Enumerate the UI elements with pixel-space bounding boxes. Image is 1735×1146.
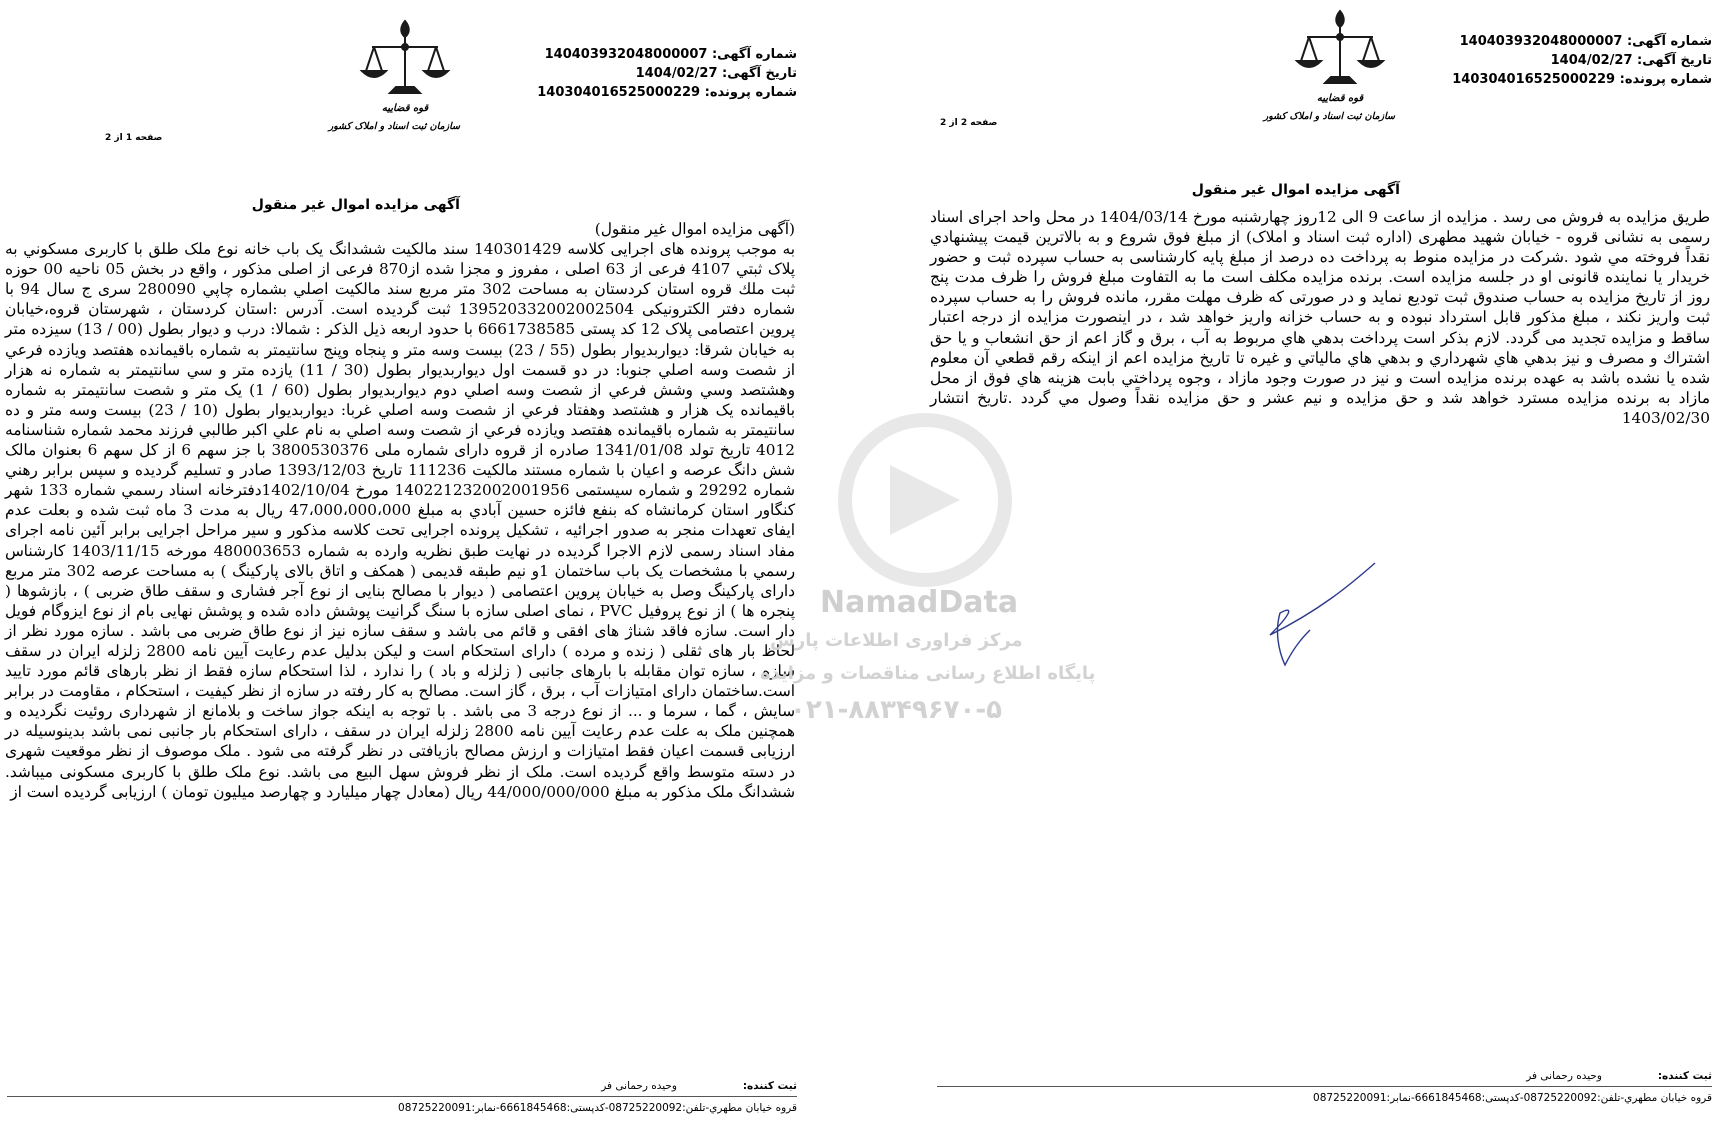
notice-page-1 [0,0,805,1146]
contact-address: قروه خیابان مطهري-تلفن:08725220092-کدپستی:6661845468-نمابر:08725220091 [1313,1092,1712,1104]
body-subtitle: (آگهی مزایده اموال غیر منقول) [594,220,795,238]
notice-date: تاریخ آگهی: 1404/02/27 [635,66,797,81]
contact-address: قروه خیابان مطهري-تلفن:08725220092-کدپستی:6661845468-نمابر:08725220091 [398,1102,797,1114]
notice-meta [537,45,797,102]
body-paragraph: طریق مزایده به فروش می رسد . مزایده از ساعت 9 الی 12روز چهارشنبه مورخ 1404/03/14 در محل واحد اجرای اسناد رسمی به نشانی قروه - خیابان شهید مطهری (اداره ثبت اسناد و املاک) از مبلغ فوق شروع و به بالاترین قیمت پیشنهادي نقداً فروخته مي شود .شرکت در مزایده منوط به پرداخت ده درصد از مبلغ پایه کارشناسی به حساب سپرده ثبت و حضور خریدار یا نماینده قانونی او در جلسه مزایده است. برنده مزایده مکلف است ما به التفاوت مبلغ فروش را ظرف مدت پنج روز از تاریخ مزایده به حساب صندوق ثبت تودیع نماید و در صورتی که ظرف مهلت مقرر، مانده فروش را به حساب سپرده ثبت واریز نکند ، مبلغ مذکور قابل استرداد نبوده و به حساب خزانه واریز خواهد شد ، در اینصورت مزایده از درجه اعتبار ساقط و مزایده تجدید می گردد. لازم بذکر است پرداخت بدهي هاي مربوط به آب ، برق و گاز اعم از حق انشعاب و یا حق اشتراك و مصرف و نیز بدهي هاي شهرداري و بدهي هاي مالیاتي و غیره تا تاریخ مزایده اعم از اینکه رقم قطعي آن معلوم شده یا نشده باشد به عهده برنده مزایده است و نیز در صورت وجود مازاد ، وجوه پرداختي بابت هزینه هاي فوق از محل مازاد به برنده مزایده مسترد خواهد شد و حق مزایده و نیم عشر و حق مزایده نقداً وصول مي گردد .تاریخ انتشار 1403/02/30 [930,208,1710,427]
notice-number: شماره آگهی: 140403932048000007 [544,47,797,62]
footer-divider [7,1096,797,1097]
footer-divider [937,1086,1712,1087]
registrar-label: ثبت کننده: [742,1080,797,1092]
org-name-registration: سازمان ثبت اسناد و املاک کشور [328,121,460,132]
page-number: صفحه 1 از 2 [105,133,163,143]
notice-body [5,219,795,802]
watermark-brand: NamadData [820,585,1019,620]
scales-of-justice-icon [1285,5,1395,93]
watermark-line1: مرکز فراوری اطلاعات پارس [770,630,1023,651]
org-name-judiciary: قوه قضاییه [381,103,429,114]
org-name-registration: سازمان ثبت اسناد و املاک کشور [1263,111,1395,122]
body-paragraph: به موجب پرونده های اجرایی کلاسه 140301429 سند مالکیت ششدانگ یک باب خانه نوع ملک طلق با کاربری مسکوني به پلاک ثبتي 4107 فرعی از 63 اصلی ، مفروز و مجزا شده از870 فرعی از اصلی مذکور ، واقع در بخش 05 ناحیه 00 حوزه ثبت ملك قروه استان کردستان به مساحت 302 متر مربع سند مالکیت اصلي بشماره چاپي 280090 سری ج سال 94 با شماره دفتر الکترونیکی 139520332002002504 ثبت گردیده است. آدرس :استان کردستان ، شهرستان قروه،خیابان پروین اعتصامی پلاک 12 کد پستی 6661738585 با حدود اربعه ذیل الذکر : شمالا: درب و دیوار بطول (00 / 13) سیزده متر به خیابان شرقا: دیواربدیوار بطول (55 / 23) بیست وسه متر و پنجاه وپنج سانتیمتر به شماره باقیمانده هفتصد ویازده فرعي از شصت وسه اصلي جنوبا: در دو قسمت اول دیواربدیوار بطول (30 / 11) یازده متر و سي سانتیمتر به شماره نه هزار وهشتصد وسي وشش فرعي از شصت وسه اصلي دوم دیواربدیوار بطول (60 / 1) یک متر و شصت سانتیمتر به شماره باقیمانده یک هزار و هشتصد وهفتاد فرعي از شصت وسه اصلي غربا: دیواربدیوار بطول (10 / 23) بیست وسه متر و ده سانتیمتر به شماره باقیمانده هفتصد ویازده فرعي از شصت وسه اصلي به نام علي اکبر طالبي فرزند محمد شماره شناسنامه 4012 تاریخ تولد 1341/01/08 صادره از قروه دارای شماره ملی 3800530376 با جز سهم 6 از کل سهم 6 بعنوان مالک شش دانگ عرصه و اعیان با شماره مستند مالکیت 111236 تاریخ 1393/12/03 صادر و تسلیم گردیده و سپس برابر رهني شماره 29292 و شماره سیستمی 140221232002001956 مورخ 1402/10/04دفترخانه اسناد رسمي شماره 133 شهر کنگاور استان کرمانشاه که بنفع فائزه حسین آبادي به مبلغ 47،000،000،000 ریال به مدت 3 ماه ثبت شده و بعلت عدم ایفای تعهدات منجر به صدور اجرائیه ، تشکیل پرونده اجرایی تحت کلاسه مذکور و سیر مراحل اجرایی برابر آئین نامه اجرای مفاد اسناد رسمی لازم الاجرا گردیده در نهایت طبق نظریه وارده به شماره 480003653 مورخه 1403/11/15 کارشناس رسمي با مشخصات یک باب ساختمان 1و نیم طبقه قدیمی ( همکف و اتاق بالای پارکینگ ) به مساحت عرصه 302 متر مربع دارای پارکینگ وصل به خیابان پروین اعتصامی ( دیوار با مصالح بنایی از نوع آجر فشاری و سقف طاق ضربی ) ، بازشوها ( پنجره ها ) از نوع پروفیل PVC ، نمای اصلی سازه با سنگ گرانیت پوشش داده شده و پوشش نهایی بام از نوع ایزوگام فویل دار است. سازه فاقد شناژ های افقی و قائم می باشد و سقف سازه نیز از نوع طاق ضربی می باشد . سازه مورد نظر از لحاظ بار های ثقلی ( زنده و مرده ) دارای استحکام است و لیکن بدلیل عدم رعایت آیین نامه 2800 زلزله ایران در سقف سازه ، سازه توان مقابله با بارهای جانبی ( زلزله و باد ) را ندارد ، لذا استحکام سازه فقط از نظر بارهای قائم مورد تایید است.ساختمان دارای امتیازات آب ، برق ، گاز است. مصالح به کار رفته در سازه از نظر کیفیت ، استحکام ، مقاومت در برابر سایش ، گما ، سرما و ... از نوع درجه 3 می باشد . با توجه به اینکه جواز ساخت و بلامانع از شهرداری روئیت نگردیده و همچنین ملک به علت عدم رعایت آیین نامه 2800 زلزله ایران در سقف ، دارای استحکام بار جانبی نمی باشد بدینوسیله در ارزیابی قسمت اعیان فقط امتیازات و ارزش مصالح بازیافتی در نظر گرفته می شود . ملک موصوف از نظر موقعیت شهری در دسته متوسط واقع گردیده است. ملک از نظر فروش سهل البیع می باشد. نوع ملک طلق با کاربری مسکونی میباشد. ششدانگ ملک مذکور به مبلغ 44/000/000/000 ریال (معادل چهار میلیارد و چهارصد میلیون تومان ) ارزیابی گردیده است از [5,240,796,801]
page-title: آگهی مزایده اموال غیر منقول [1191,182,1400,198]
judiciary-emblem [328,15,460,150]
notice-date: تاریخ آگهی: 1404/02/27 [1550,53,1712,68]
case-number: شماره پرونده: 140304016525000229 [1452,72,1712,87]
watermark-phone: ۰۲۱-۸۸۳۴۹۶۷۰-۵ [790,695,1003,725]
notice-number: شماره آگهی: 140403932048000007 [1459,34,1712,49]
page-title: آگهی مزایده اموال غیر منقول [251,197,460,213]
page-footer [7,1080,797,1130]
scales-of-justice-icon [350,15,460,103]
page-number: صفحه 2 از 2 [940,118,998,128]
signature-image [1250,555,1380,675]
watermark-line2: پایگاه اطلاع رسانی مناقصات و مزایده [760,663,1096,684]
page-footer [937,1070,1712,1130]
notice-body [930,207,1710,428]
registrar-name: وحیده رحمانی فر [601,1080,677,1092]
registrar-name: وحیده رحمانی فر [1526,1070,1602,1082]
registrar-label: ثبت کننده: [1657,1070,1712,1082]
case-number: شماره پرونده: 140304016525000229 [537,85,797,100]
org-name-judiciary: قوه قضاییه [1316,93,1364,104]
judiciary-emblem [1263,5,1395,140]
notice-meta [1452,32,1712,89]
